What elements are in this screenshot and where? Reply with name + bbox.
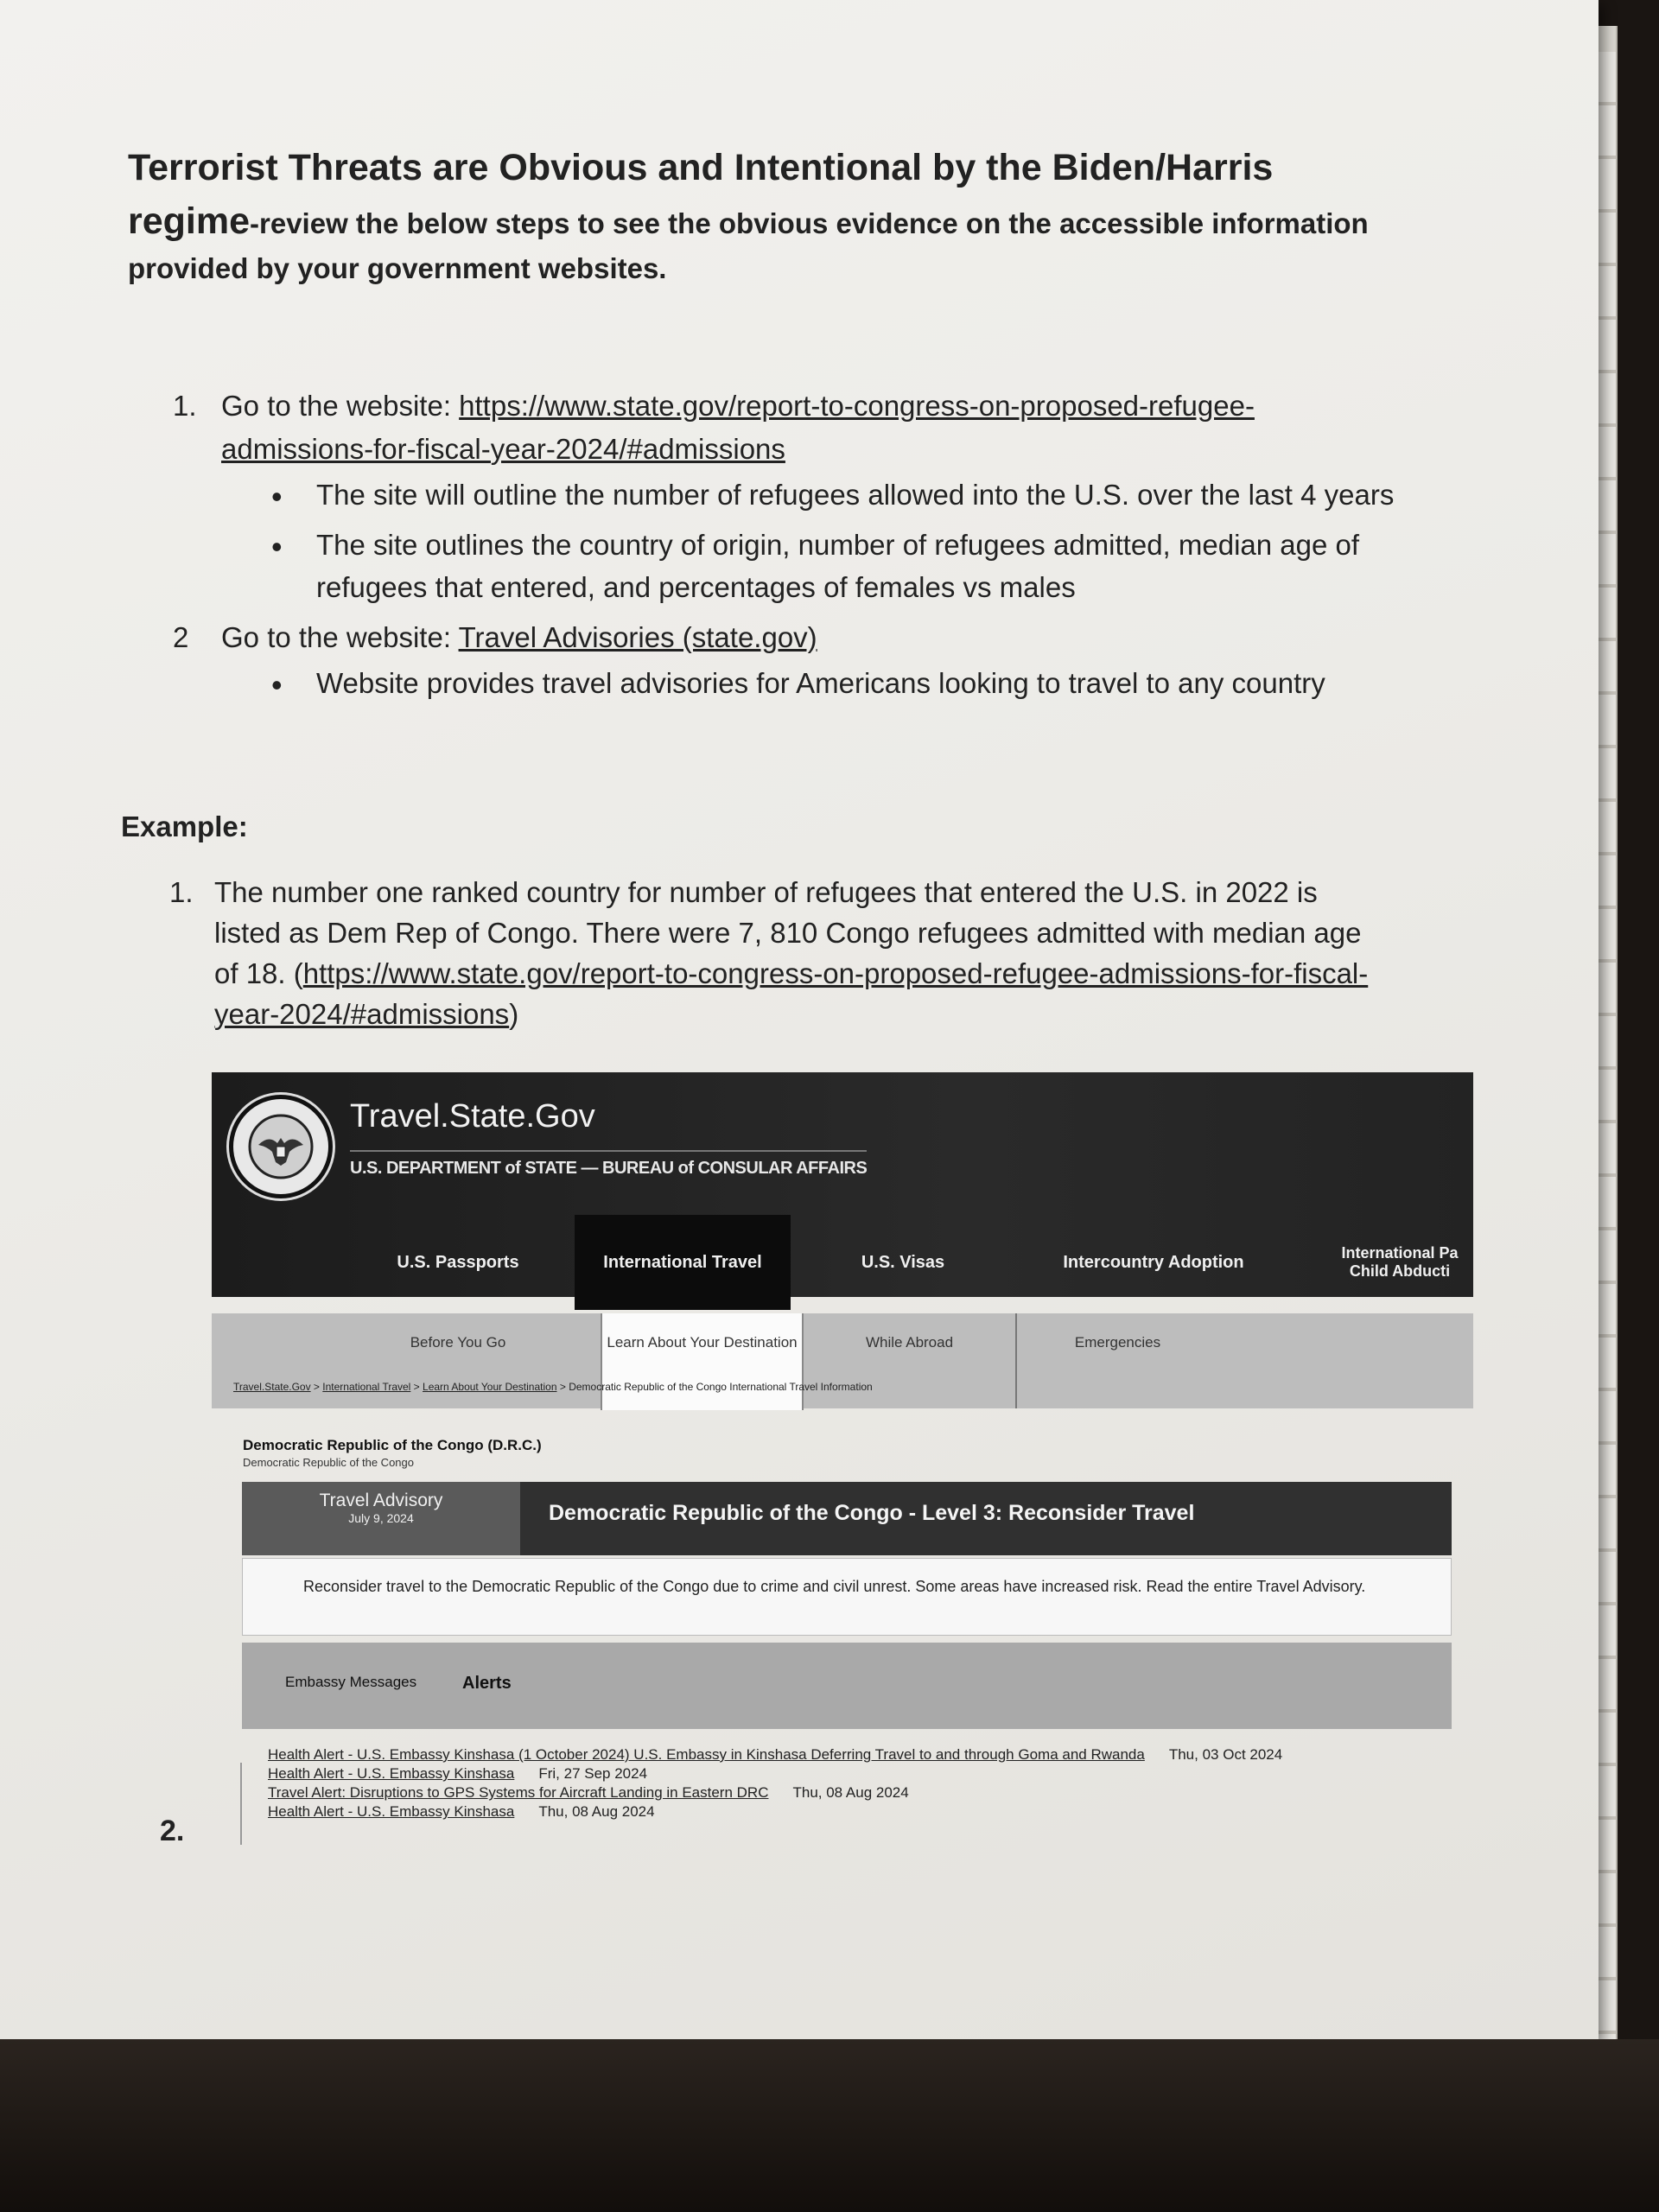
heading-regime: regime [128, 200, 251, 242]
alert-link[interactable]: Health Alert - U.S. Embassy Kinshasa [268, 1803, 515, 1821]
alert-row [268, 1745, 1478, 1764]
heading-line-2 [128, 194, 1381, 289]
step-number: 1. [173, 390, 197, 422]
example-link[interactable]: https://www.state.gov/report-to-congress-on-proposed-refugee-admissions-for-fiscal-year-2024/#admissions [214, 957, 1369, 1030]
breadcrumb: Travel.State.Gov > International Travel > Learn About Your Destination > Democratic Republic of the Congo International Travel Information [233, 1381, 873, 1393]
tab-alerts[interactable]: Alerts [462, 1674, 512, 1693]
breadcrumb-link[interactable]: Travel.State.Gov [233, 1381, 311, 1393]
breadcrumb-current: Democratic Republic of the Congo International Travel Information [569, 1381, 873, 1393]
advisory-label-box[interactable] [242, 1482, 520, 1555]
step-number: 2 [173, 620, 189, 653]
subnav-before-you-go[interactable]: Before You Go [410, 1334, 506, 1351]
breadcrumb-link[interactable]: International Travel [322, 1381, 411, 1393]
alert-date: Thu, 08 Aug 2024 [538, 1803, 655, 1821]
example-list [169, 873, 1379, 1034]
document-heading [128, 147, 1381, 289]
step-link[interactable]: https://www.state.gov/report-to-congress-on-proposed-refugee-admissions-for-fiscal-year-2024/#admissions [221, 390, 1255, 465]
alert-link[interactable]: Travel Alert: Disruptions to GPS Systems for Aircraft Landing in Eastern DRC [268, 1784, 769, 1802]
step-prefix: Go to the website: [221, 390, 460, 422]
alerts-list [268, 1745, 1478, 1821]
nav-passports[interactable]: U.S. Passports [397, 1252, 519, 1272]
country-title: Democratic Republic of the Congo (D.R.C.) [243, 1437, 542, 1453]
advisory-body: Reconsider travel to the Democratic Republic of the Congo due to crime and civil unrest. Some areas have increased risk. Read the entire Travel Advisory. [242, 1558, 1452, 1636]
table-surface [0, 2039, 1659, 2212]
example-item [169, 873, 1379, 1034]
nav-international-travel[interactable]: International Travel [575, 1215, 791, 1310]
country-subtitle: Democratic Republic of the Congo [243, 1456, 414, 1469]
step-2 [173, 616, 1400, 705]
example-text: The number one ranked country for number of refugees that entered the U.S. in 2022 is listed as Dem Rep of Congo. There were 7, 810 Congo refugees admitted with median age of 18. ( [214, 876, 1362, 989]
nav-intercountry-adoption[interactable]: Intercountry Adoption [1063, 1252, 1244, 1272]
step-prefix: Go to the website: [221, 620, 459, 653]
embedded-screenshot [212, 1058, 1473, 1862]
second-example-number: 2. [160, 1815, 185, 1847]
tab-embassy-messages[interactable]: Embassy Messages [285, 1674, 417, 1690]
steps-list [173, 385, 1400, 712]
bullet-item: • Website provides travel advisories for Americans looking to travel to any country [316, 662, 1400, 705]
step-bullets [316, 662, 1400, 705]
sub-nav [212, 1313, 1473, 1408]
nav-child-abduction[interactable]: International Pa Child Abducti [1341, 1244, 1459, 1280]
subnav-learn-about-destination[interactable]: Learn About Your Destination [601, 1313, 804, 1410]
advisory-label: Travel Advisory [319, 1491, 443, 1510]
messages-tabs [242, 1643, 1452, 1729]
alert-date: Fri, 27 Sep 2024 [538, 1765, 648, 1783]
alert-row [268, 1802, 1478, 1821]
alert-date: Thu, 08 Aug 2024 [792, 1784, 909, 1802]
advisory-bar [242, 1482, 1452, 1555]
breadcrumb-link[interactable]: Learn About Your Destination [423, 1381, 557, 1393]
margin-line [240, 1763, 242, 1845]
eagle-seal-icon [246, 1112, 315, 1181]
main-nav [212, 1215, 1473, 1310]
alert-date: Thu, 03 Oct 2024 [1168, 1746, 1283, 1763]
step-bullets [316, 474, 1400, 609]
heading-rest: -review the below steps to see the obvious evidence on the accessible information provided by your government websites. [128, 207, 1369, 285]
alert-link[interactable]: Health Alert - U.S. Embassy Kinshasa [268, 1765, 515, 1783]
subnav-emergencies[interactable]: Emergencies [1015, 1313, 1218, 1408]
site-banner [212, 1072, 1473, 1297]
heading-line-1: Terrorist Threats are Obvious and Intentional by the Biden/Harris [128, 147, 1274, 188]
alert-link[interactable]: Health Alert - U.S. Embassy Kinshasa (1 October 2024) U.S. Embassy in Kinshasa Deferring Travel to and through Goma and Rwanda [268, 1746, 1145, 1763]
state-department-seal-icon [229, 1095, 333, 1198]
bullet-item: • The site will outline the number of refugees allowed into the U.S. over the last 4 years [316, 474, 1400, 517]
step-link[interactable]: Travel Advisories (state.gov) [458, 620, 817, 653]
advisory-date: July 9, 2024 [348, 1511, 414, 1525]
site-title[interactable]: Travel.State.Gov [350, 1098, 595, 1135]
alert-row [268, 1783, 1478, 1802]
subnav-while-abroad[interactable]: While Abroad [865, 1334, 954, 1351]
example-close: ) [509, 997, 519, 1030]
alert-row [268, 1764, 1478, 1783]
advisory-title: Democratic Republic of the Congo - Level 3: Reconsider Travel [549, 1501, 1195, 1525]
example-number: 1. [169, 876, 194, 908]
nav-visas[interactable]: U.S. Visas [861, 1252, 945, 1272]
bullet-item: • The site outlines the country of origin, number of refugees admitted, median age of refugees that entered, and percentages of females vs males [316, 524, 1400, 609]
site-subtitle: U.S. DEPARTMENT of STATE — BUREAU of CONSULAR AFFAIRS [350, 1150, 867, 1179]
example-label: Example: [121, 810, 248, 842]
step-1 [173, 385, 1400, 609]
